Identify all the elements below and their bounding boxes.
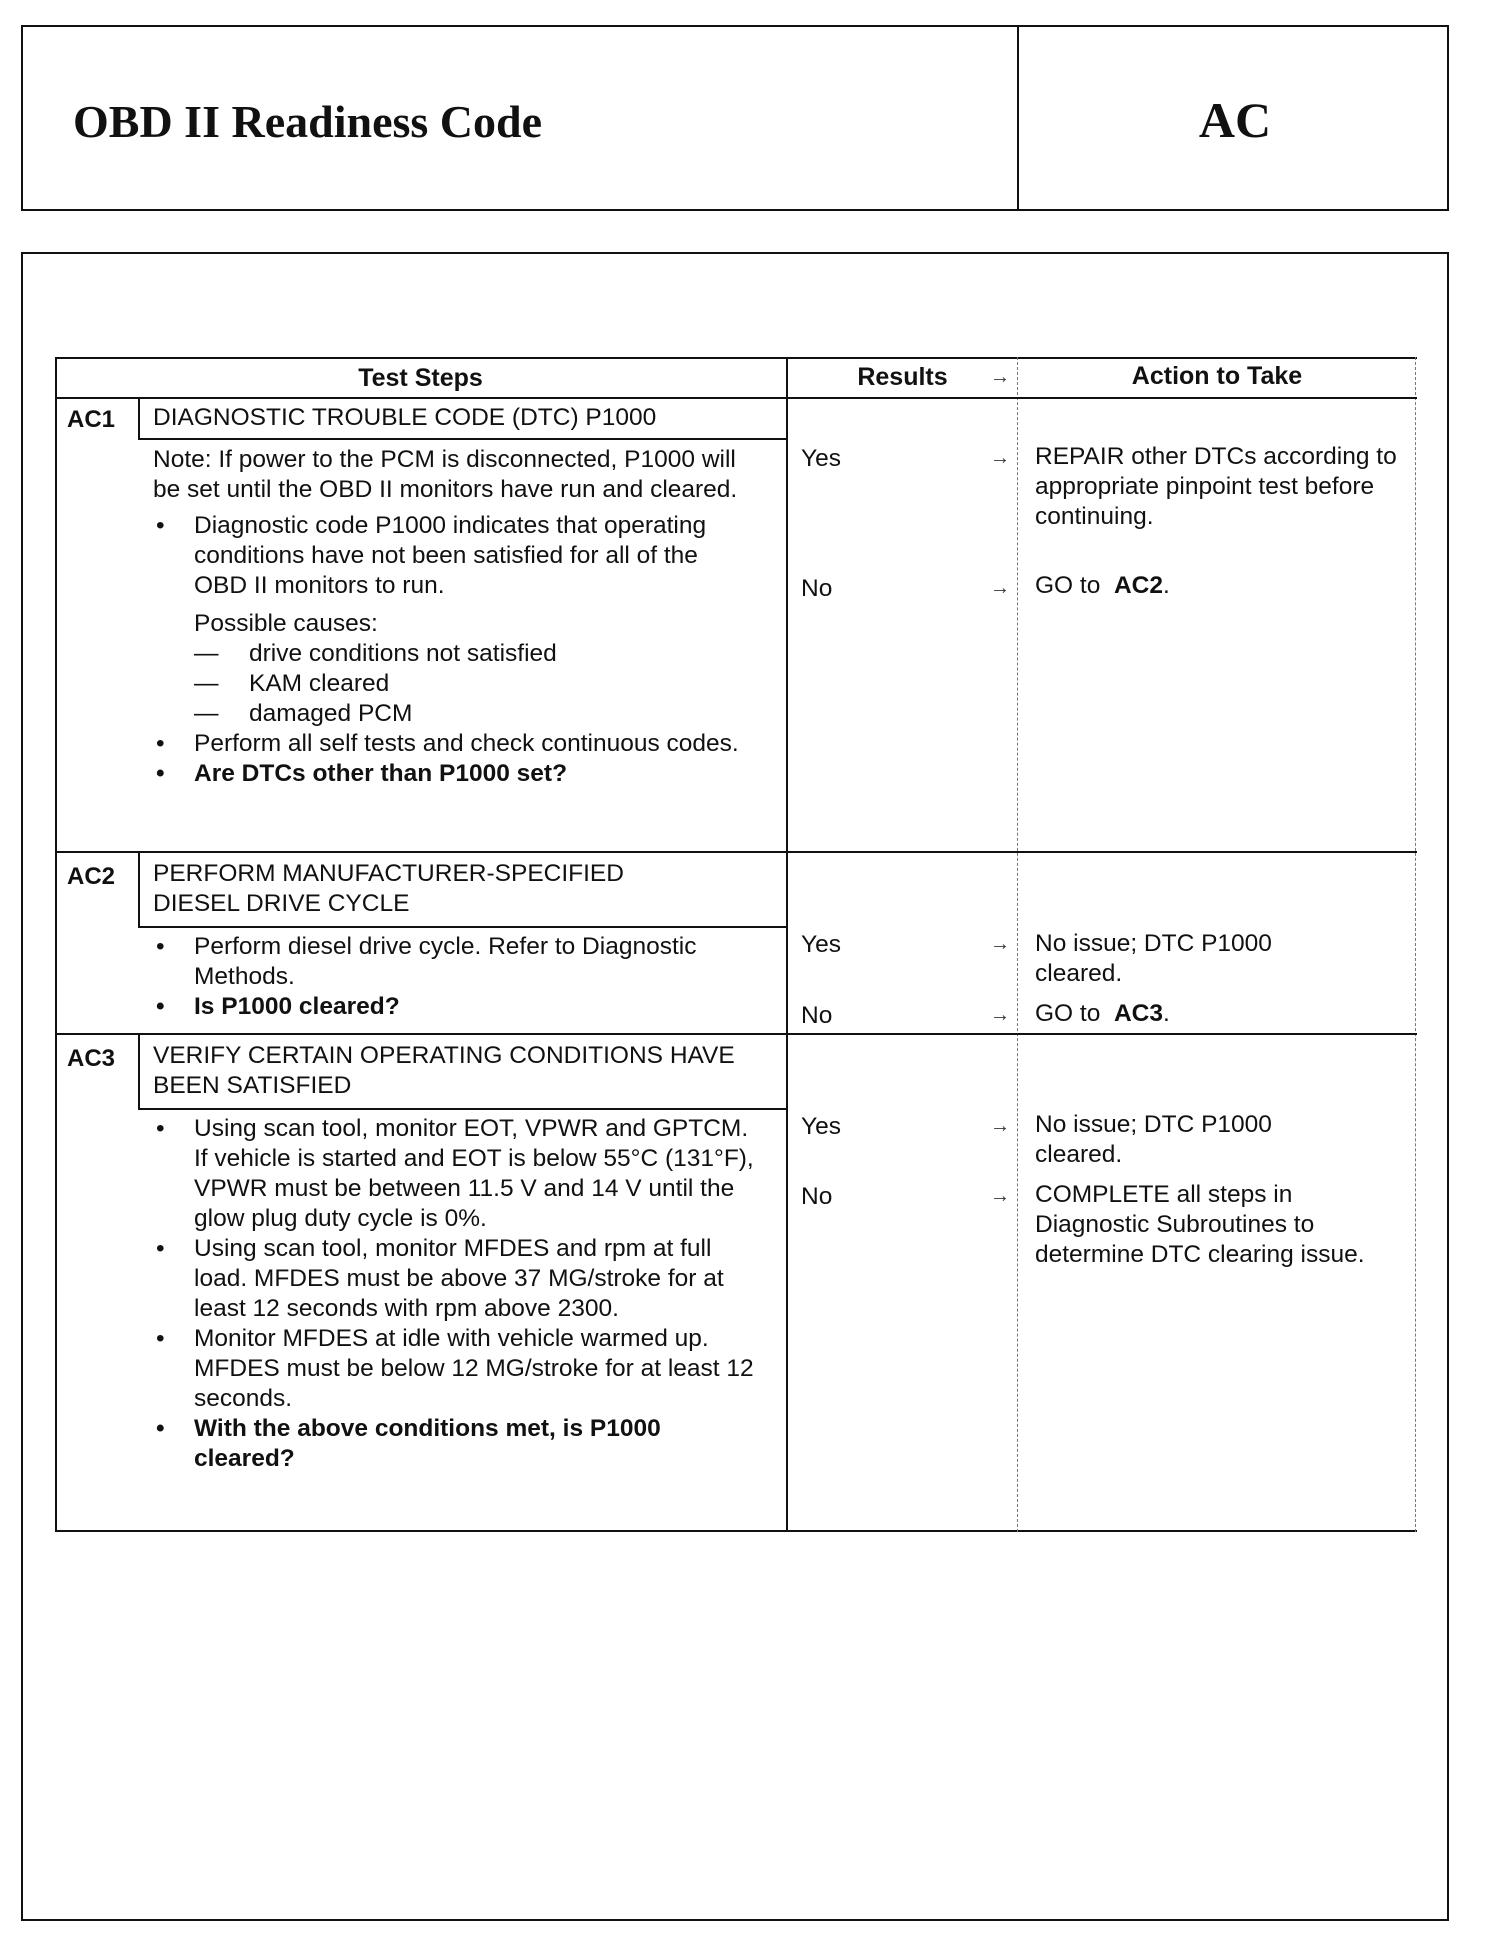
result-yes: Yes — [801, 445, 841, 472]
table-right-border — [1415, 357, 1416, 1532]
arrow-icon: → — [990, 366, 1010, 388]
step-id: AC1 — [67, 406, 116, 433]
page-title: OBD II Readiness Code — [73, 96, 543, 147]
step-question: Is P1000 cleared? — [194, 993, 400, 1020]
step-title-border — [138, 1108, 786, 1110]
step-id-divider — [138, 1033, 140, 1108]
result-yes: Yes — [801, 931, 841, 958]
step-body — [153, 932, 773, 1022]
action-no: GO to AC3. — [1035, 1000, 1170, 1027]
step-body — [153, 445, 753, 789]
step-title: DIAGNOSTIC TROUBLE CODE (DTC) P1000 — [153, 404, 657, 431]
list-item-text: Perform all self tests and check continuous codes. — [194, 730, 739, 757]
action-no: GO to AC2. — [1035, 572, 1170, 599]
list-item — [153, 1414, 761, 1474]
list-item-text: Using scan tool, monitor MFDES and rpm at full load. MFDES must be above 37 MG/stroke for at least 12 seconds with rpm above 2300. — [194, 1235, 724, 1322]
cause-item: — drive conditions not satisfied — [194, 640, 557, 667]
list-item-text: Monitor MFDES at idle with vehicle warmed up. MFDES must be below 12 MG/stroke for at least 12 seconds. — [194, 1325, 754, 1412]
step-title: VERIFY CERTAIN OPERATING CONDITIONS HAVE BEEN SATISFIED — [153, 1042, 735, 1099]
list-item — [153, 1324, 761, 1414]
column-header-test-steps: Test Steps — [358, 364, 483, 392]
action-no: COMPLETE all steps in Diagnostic Subroutines to determine DTC clearing issue. — [1035, 1181, 1365, 1268]
list-item-text: Perform diesel drive cycle. Refer to Diagnostic Methods. — [194, 933, 697, 990]
action-column-divider — [1017, 357, 1018, 1532]
action-yes: No issue; DTC P1000 cleared. — [1035, 930, 1272, 987]
list-item — [153, 1234, 761, 1324]
list-item — [153, 932, 773, 992]
arrow-icon: → — [990, 933, 1010, 955]
section-code: AC — [1198, 92, 1272, 148]
test-steps-table — [55, 357, 1417, 1532]
table-top-border — [55, 357, 1417, 359]
step-note: Note: If power to the PCM is disconnected, P1000 will be set until the OBD II monitors have run and cleared. — [153, 446, 738, 503]
list-item — [153, 729, 753, 759]
step-id: AC2 — [67, 863, 116, 890]
action-yes: No issue; DTC P1000 cleared. — [1035, 1111, 1272, 1168]
document-header — [21, 25, 1449, 211]
step-question: Are DTCs other than P1000 set? — [194, 760, 568, 787]
results-column-divider — [786, 357, 788, 1532]
step-id-divider — [138, 851, 140, 926]
list-item — [153, 992, 773, 1022]
action-yes: REPAIR other DTCs according to appropriate pinpoint test before continuing. — [1035, 443, 1397, 530]
step-id: AC3 — [67, 1045, 116, 1072]
list-item — [153, 759, 753, 789]
cause-item: — damaged PCM — [194, 700, 413, 727]
step-title-border — [138, 926, 786, 928]
step-id-divider — [138, 397, 140, 438]
result-no: No — [801, 1183, 833, 1210]
step-body — [153, 1114, 761, 1474]
arrow-icon: → — [990, 1185, 1010, 1207]
column-header-results: Results — [857, 363, 948, 391]
causes-block — [194, 609, 753, 729]
causes-label: Possible causes: — [194, 610, 378, 637]
arrow-icon: → — [990, 1115, 1010, 1137]
result-no: No — [801, 1002, 833, 1029]
step-separator — [55, 851, 1417, 853]
column-header-action: Action to Take — [1131, 362, 1303, 390]
step-separator — [55, 1033, 1417, 1035]
list-item — [153, 1114, 761, 1234]
step-question: With the above conditions met, is P1000 cleared? — [194, 1415, 661, 1472]
result-yes: Yes — [801, 1113, 841, 1140]
step-title-border — [138, 438, 786, 440]
header-row-border — [55, 397, 1417, 399]
step-title: PERFORM MANUFACTURER-SPECIFIED DIESEL DRIVE CYCLE — [153, 860, 624, 917]
header-divider — [1017, 27, 1019, 209]
table-bottom-border — [55, 1530, 1417, 1532]
cause-item: — KAM cleared — [194, 670, 390, 697]
list-item — [153, 511, 753, 601]
arrow-icon: → — [990, 577, 1010, 599]
arrow-icon: → — [990, 1004, 1010, 1026]
result-no: No — [801, 575, 833, 602]
list-item-text: Using scan tool, monitor EOT, VPWR and GPTCM. If vehicle is started and EOT is below 55°C (131°F), VPWR must be between 11.5 V and 14 V until the glow plug duty cycle is 0%. — [194, 1115, 754, 1232]
arrow-icon: → — [990, 447, 1010, 469]
table-left-border — [55, 357, 57, 1532]
list-item-text: Diagnostic code P1000 indicates that operating conditions have not been satisfied for all of the OBD II monitors to run. — [194, 512, 707, 599]
